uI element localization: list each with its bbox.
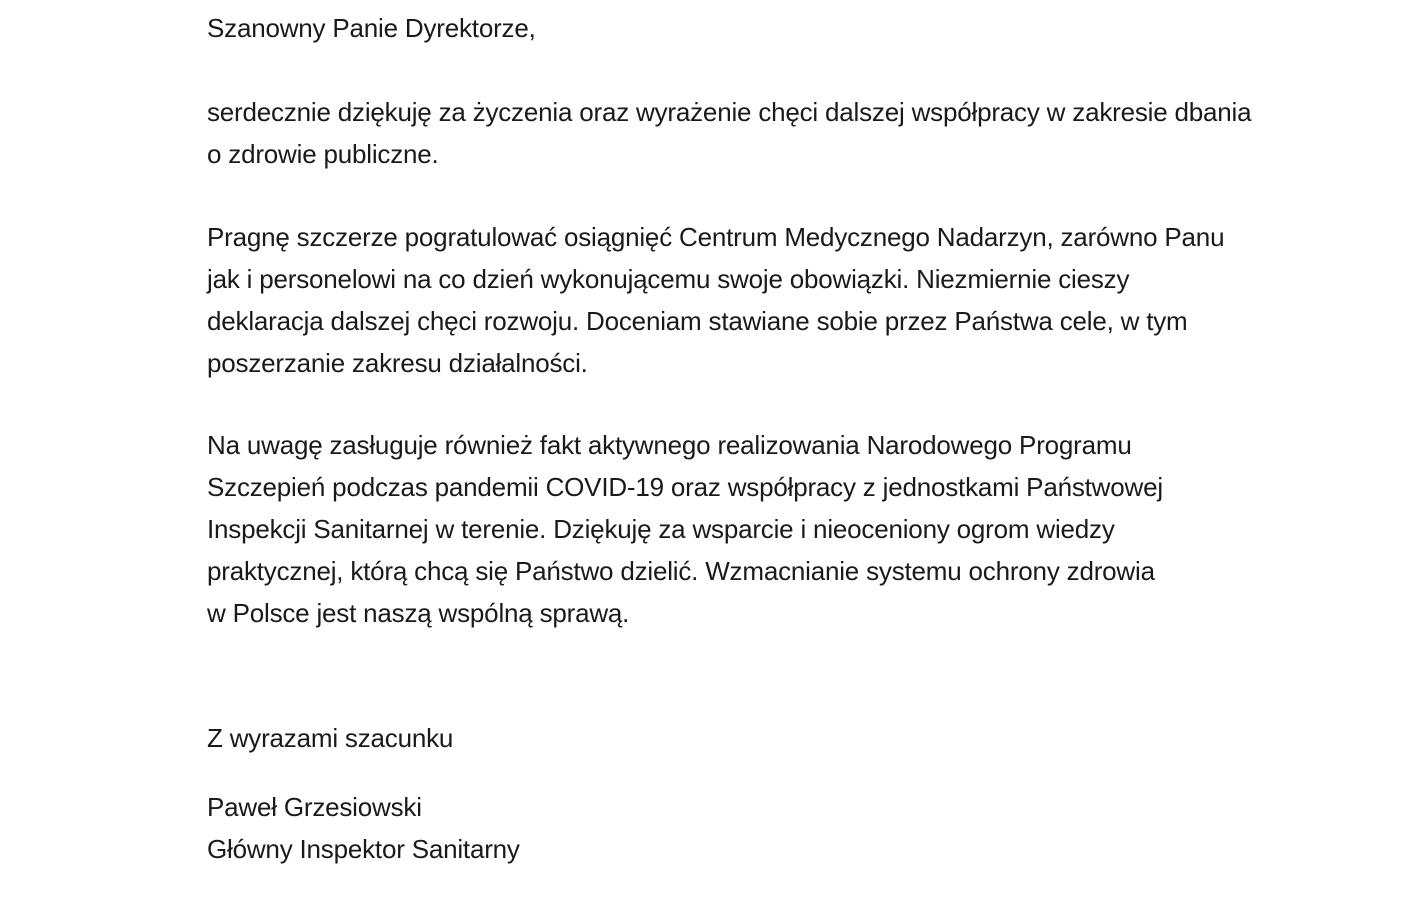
- paragraph-line: Szczepień podczas pandemii COVID-19 oraz współpracy z jednostkami Państwowej: [207, 472, 1163, 502]
- signature-title: Główny Inspektor Sanitarny: [207, 834, 520, 864]
- paragraph-line: praktycznej, którą chcą się Państwo dzielić. Wzmacnianie systemu ochrony zdrowia: [207, 556, 1155, 586]
- paragraph-line: w Polsce jest naszą wspólną sprawą.: [207, 598, 630, 628]
- paragraph-line: Pragnę szczerze pogratulować osiągnięć Centrum Medycznego Nadarzyn, zarówno Panu: [207, 222, 1225, 252]
- paragraph-line: Na uwagę zasługuje również fakt aktywnego realizowania Narodowego Programu: [207, 430, 1132, 460]
- salutation: Szanowny Panie Dyrektorze,: [207, 13, 536, 43]
- paragraph-line: o zdrowie publiczne.: [207, 139, 439, 169]
- paragraph-line: Inspekcji Sanitarnej w terenie. Dziękuję za wsparcie i nieoceniony ogrom wiedzy: [207, 514, 1115, 544]
- signature-name: Paweł Grzesiowski: [207, 792, 422, 822]
- paragraph-line: poszerzanie zakresu działalności.: [207, 348, 588, 378]
- closing: Z wyrazami szacunku: [207, 723, 454, 753]
- paragraph-line: serdecznie dziękuję za życzenia oraz wyrażenie chęci dalszej współpracy w zakresie dbania: [207, 97, 1252, 127]
- paragraph-line: deklaracja dalszej chęci rozwoju. Doceniam stawiane sobie przez Państwa cele, w tym: [207, 306, 1188, 336]
- paragraph-line: jak i personelowi na co dzień wykonującemu swoje obowiązki. Niezmiernie cieszy: [207, 264, 1130, 294]
